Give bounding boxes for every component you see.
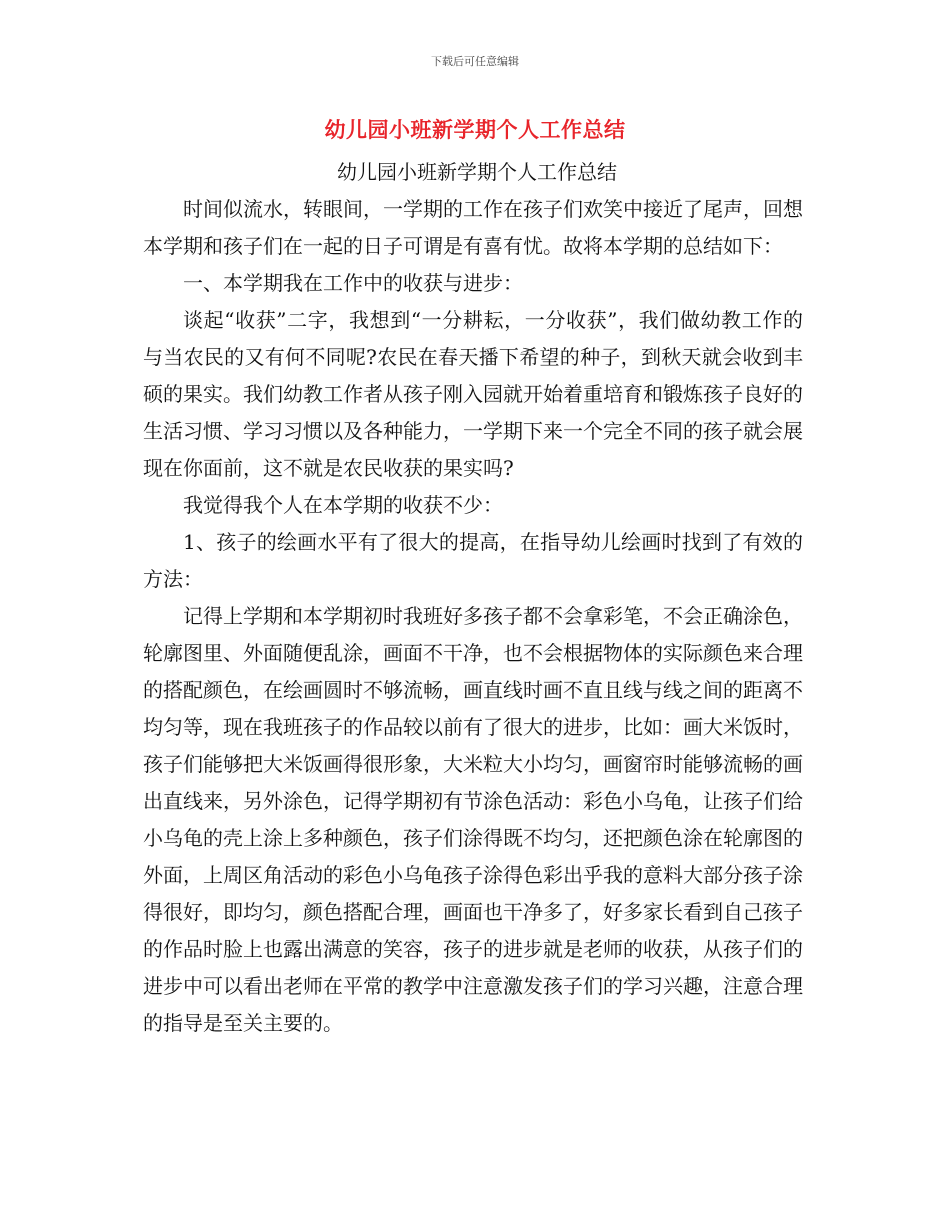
paragraph: 一、本学期我在工作中的收获与进步： [183, 271, 523, 295]
document-title: 幼儿园小班新学期个人工作总结 [324, 117, 626, 142]
document-subtitle: 幼儿园小班新学期个人工作总结 [337, 160, 617, 184]
paragraph: 我觉得我个人在本学期的收获不少： [183, 493, 503, 517]
paragraph: 谈起“收获”二字，我想到“一分耕耘，一分收获”，我们做幼教工作的与当农民的又有何不同呢?农民在春天播下希望的种子，到秋天就会收到丰硕的果实。我们幼教工作者从孩子刚入园就开始着重培育和锻炼孩子良好的生活习惯、学习习惯以及各种能力，一学期下来一个完全不同的孩子就会展现在你面前，这不就是农民收获的果实吗? [143, 308, 803, 480]
page-header: 下载后可任意编辑 [431, 55, 519, 68]
paragraph: 1、孩子的绘画水平有了很大的提高，在指导幼儿绘画时找到了有效的方法： [143, 530, 803, 591]
paragraph: 时间似流水，转眼间，一学期的工作在孩子们欢笑中接近了尾声，回想本学期和孩子们在一起的日子可谓是有喜有忧。故将本学期的总结如下： [143, 197, 803, 258]
document-body [143, 154, 803, 1042]
paragraph: 记得上学期和本学期初时我班好多孩子都不会拿彩笔，不会正确涂色，轮廓图里、外面随便乱涂，画面不干净，也不会根据物体的实际颜色来合理的搭配颜色，在绘画圆时不够流畅，画直线时画不直且线与线之间的距离不均匀等，现在我班孩子的作品较以前有了很大的进步，比如：画大米饭时，孩子们能够把大米饭画得很形象，大米粒大小均匀，画窗帘时能够流畅的画出直线来，另外涂色，记得学期初有节涂色活动：彩色小乌龟，让孩子们给小乌龟的壳上涂上多种颜色，孩子们涂得既不均匀，还把颜色涂在轮廓图的外面，上周区角活动的彩色小乌龟孩子涂得色彩出乎我的意料大部分孩子涂得很好，即均匀，颜色搭配合理，画面也干净多了，好多家长看到自己孩子的作品时脸上也露出满意的笑容，孩子的进步就是老师的收获，从孩子们的进步中可以看出老师在平常的教学中注意激发孩子们的学习兴趣，注意合理的指导是至关主要的。 [143, 604, 803, 1035]
